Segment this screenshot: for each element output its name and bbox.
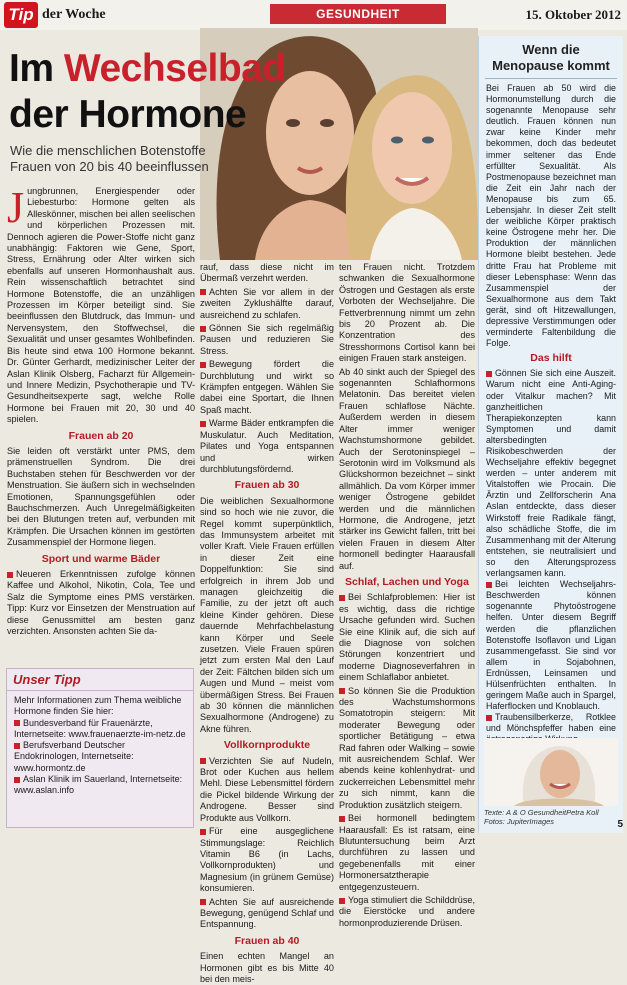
bullet-item [339, 895, 475, 929]
bullet-text: Achten Sie vor allem in der zweiten Zyklushälfte darauf, ausreichend zu schlafen. [200, 286, 334, 320]
bullet-text: So können Sie die Produktion des Wachstumshormons Somatotropin steigern: Mit moderater Bewegung oder sportlicher Betätigung – etwa Rad fahren oder Walking – sowie mit ausreichendem Schlaf. Wer abends keine kohlenhydrat- und zuckerreichen Lebensmittel mehr zu sich nimmt, kann die Produktion zusätzlich steigern. [339, 685, 475, 810]
tip-logo: Tip [4, 2, 38, 28]
paragraph-ab-40-start: Einen echten Mangel an Hormonen gibt es bis Mitte 40 bei den meis- [200, 951, 334, 984]
column-1 [7, 183, 195, 666]
section-label: GESUNDHEIT [270, 4, 446, 24]
bullet-marker [339, 816, 345, 822]
bullet-text: Verzichten Sie auf Nudeln, Brot oder Kuchen aus hellem Mehl. Diese Lebensmittel fördern die Pickel bildende Wirkung der Androgene. Besser sind Produkte aus Vollkorn. [200, 755, 334, 823]
paragraph-pms: Sie leiden oft verstärkt unter PMS, dem prämenstruellen Syndrom. Die drei Buchstaben stehen für Beschwerden vor der Menstruation. Sie äußern sich in wechselnden Emotionen, Spannungsgefühlen oder Bauchschmerzen. Auch Unregelmäßigkeiten bei den Blutungen treten auf, verbunden mit Krämpfen. Die Ursachen können im gestörten Zusammenspiel der Hormone liegen. [7, 445, 195, 548]
paragraph-ab-30: Die weiblichen Sexualhormone sind so hoch wie nie zuvor, die Regel kommt superpünktlich, das Immunsystem arbeitet mit voller Kraft. Viele Frauen erfüllen in dieser Zeit eine Doppelfunktion: Sie sind erfolgreich in ihrem Job und managen gleichzeitig die Familie, zu der jetzt oft auch kleine Kinder gehören. Diese dauernde Mehrfachbelastung kann Körper und Seele zusetzen. Viele Frauen spüren jetzt zum ersten Mal den Lauf der Zeit: Fältchen bilden sich um Augen und Mund – meist vom übermäßigen Stress. Bei Frauen ab 30 können die männlichen Sexualhormone (Androgene) zu Akne führen. [200, 495, 334, 734]
sidebar-paragraph: Bei Frauen ab 50 wird die Hormonumstellung durch die sogenannte Menopause sehr deutlich. Frauen können nun zwar keine Kinder mehr bekommen, doch das bedeutet immer seltener das Ende erfüllter Sexualität. Als Postmenopause bezeichnet man die Zeit ein Jahr nach der Menopause bis zum 65. Lebensjahr. In dieser Zeit stellt der weibliche Körper praktisch keine Östrogene mehr her. Die Produktion der männlichen Hormone bleibt bestehen. Jede dritte Frau hat Probleme mit dieser Lebensphase: Wenn das Zusammenspiel der Sexualhormone aus dem Takt gerät, sind oft Hitzewallungen, depressive Verstimmungen oder verminderte Faltenbildung die Folge. [486, 83, 616, 349]
credit-photo: Fotos: JupiterImages [484, 817, 555, 826]
headline-part2: der Hormone [9, 93, 247, 136]
bullet-text: Für eine ausgeglichene Stimmungslage: Reichlich Vitamin B6 (in Lachs, Vollkornprodukten) und Magnesium (in grünem Gemüse) konsumieren. [200, 826, 334, 894]
intro-paragraph [7, 183, 195, 426]
sidebar-title: Wenn die Menopause kommt [485, 36, 617, 79]
bullet-text: Bewegung fördert die Durchblutung und wirkt so Krämpfen entgegen. Wählen Sie dabei eine Sportart, die Ihnen Spaß macht. [200, 359, 334, 415]
bullet-item [200, 323, 334, 357]
bullet-marker [14, 743, 20, 749]
paragraph-genussmittel [7, 569, 195, 637]
bullet-marker [200, 362, 206, 368]
tip-item-text: Berufsverband Deutscher Endokrinologen, Internetseite: www.hormontz.de [14, 740, 134, 773]
tip-intro: Mehr Informationen zum Thema weibliche Hormone finden Sie hier: [14, 695, 182, 717]
tip-item-text: Aslan Klinik im Sauerland, Internetseite: www.aslan.info [14, 774, 183, 796]
tip-item [14, 740, 186, 774]
bullet-item [339, 592, 475, 683]
bullet-marker [486, 371, 492, 377]
bullet-item [200, 359, 334, 416]
sidebar-menopause [478, 36, 623, 833]
issue-date: 15. Oktober 2012 [525, 7, 621, 22]
page-number: 5 [617, 819, 623, 830]
bullet-marker [200, 829, 206, 835]
headline-highlight: Wechselbad [63, 47, 286, 90]
bullet-marker [200, 421, 206, 427]
bullet-text: Gönnen Sie sich regelmäßig Pausen und reduzieren Sie Stress. [200, 323, 334, 356]
bullet-item [200, 897, 334, 931]
paragraph-melatonin: Ab 40 sinkt auch der Spiegel des sogenannten Schlafhormons Melatonin. Das bereitet vielen Frauen schlaflose Nächte. Außerdem werden in diesem Alter immer weniger Wachstumshormone gebildet. Auch der Serotoninspiegel – Serotonin wird im Volksmund als Glückshormon bezeichnet – sinkt allmählich. Da vom Körper immer weniger Östrogene gebildet werden und die männlichen Hormone, die Androgene, jetzt stärker ins Gewicht fallen, tritt bei vielen Frauen in diesem Alter hormonell bedingter Haarausfall auf. [339, 366, 475, 571]
paragraph-genussmittel-text: Neueren Erkenntnissen zufolge können Kaffee und Alkohol, Nikotin, Cola, Tee und Salz die Symptome eines PMS verstärken. Tipp: Kurz vor Einsetzen der Menstruation auf diese Genussmittel am besten ganz verzichten. Ansonsten achten Sie da- [7, 569, 195, 637]
bullet-text: Bei hormonell bedingtem Haarausfall: Es ist ratsam, eine Blutuntersuchung beim Arzt durchführen zu lassen und gegebenenfalls mit einer Hormonersatztherapie entgegenzusteuern. [339, 813, 475, 892]
bullet-marker [200, 899, 206, 905]
tip-item [14, 774, 186, 797]
bullet-text: Bei leichten Wechseljahrs-Beschwerden können sogenannte Phytoöstrogene helfen. Unter diesem Begriff werden die pflanzlichen Botenstoffe Isoflavon und Ligan zusammengefasst. Sie sind vor allem in Sojabohnen, Erdnüssen, Leinsamen und Hülsenfrüchten enthalten. In geringem Maße auch in Spargel, Haferflocken und Knoblauch. [486, 579, 616, 712]
bullet-text: Bei Schlafproblemen: Hier ist es wichtig, dass die richtige Ursache gefunden wird. Suchen Sie eine Klinik auf, die sich auf die Diagnose von solchen Störungen konzentriert und moderne Diagnoseverfahren in einem Schlaflabor anbietet. [339, 592, 475, 683]
subtitle: Wie die menschlichen Botenstoffe Frauen von 20 bis 40 beeinflussen [10, 143, 209, 174]
bullet-text: Warme Bäder entkrampfen die Muskulatur. Auch Meditation, Pilates und Yoga entspannen und wirken durchblutungsfördernd. [200, 418, 334, 474]
paragraph-ab-40: ten Frauen nicht. Trotzdem schwanken die Sexualhormone Östrogen und Gestagen als erste Vorboten der Wechseljahre. Die Fettverbrennung nimmt um zehn bis 20 Prozent ab. Die Konzentration des Stresshormons Cortisol kann bei einigen Frauen stark ansteigen. [339, 262, 475, 364]
heading-schlaf-yoga: Schlaf, Lachen und Yoga [345, 575, 469, 588]
tip-title: Unser Tipp [7, 669, 193, 691]
bullet-marker [200, 758, 206, 764]
bullet-text: Gönnen Sie sich eine Auszeit. Warum nicht eine Anti-Aging-oder Vitalkur machen? Mit ganzheitlichen Therapiekonzepten kann Symptomen und damit altersbedingten Risikobeschwerden der Wechseljahre effektiv begegnet werden – unter anderem mit Vitalstoffen wie Procain. Die Ärztin und Zellforscherin Ana Aslan entdeckte, dass dieser Wirkstoff freie Radikale fängt, also schädliche Stoffe, die im Zusammenhang mit der Alterung entstehen, sie neutralisiert und so den Alterungsprozess verlangsamen kann. [486, 368, 616, 579]
bullet-text: Achten Sie auf ausreichende Bewegung, genügend Schlaf und Entspannung. [200, 896, 334, 930]
intro-text: ungbrunnen, Energiespender oder Liebesturbo: Hormone gelten als Alleskönner, mischen bei allen seelischen und körperlichen Prozessen mit. Dennoch agieren die Power-Stoffe nicht ganz unabhängig: Faktoren wie Gene, Sport, Stress, Ernährung oder Alter wirken sich ebenfalls auf unseren Hormonhaushalt aus. Rein wissenschaftlich betrachtet sind Hormone Botenstoffe, die an unzähligen Prozessen im Körper beteiligt sind. Sie beeinflussen den Blutdruck, das Immun- und Nervensystem, den Stoffwechsel, die Sexualität und unser gesamtes Wohlbefinden. Bis heute sind etwa 100 Hormone bekannt. Dr. Günter Gerhardt, medizinischer Leiter der Aslan Klinik Olsberg, Facharzt für Allgemein- und Innere Medizin, Psychotherapie und TV-Gesundheitsexperte sagt, welche Rolle Hormone bei Frauen mit 20, 30 und 40 spielen. [7, 186, 195, 425]
bullet-marker [200, 289, 206, 295]
headline-part1: Im [9, 47, 64, 90]
heading-das-hilft: Das hilft [530, 352, 572, 365]
bullet-item [486, 368, 616, 579]
bullet-marker [7, 572, 13, 578]
bullet-item [339, 813, 475, 893]
heading-frauen-ab-20: Frauen ab 20 [68, 429, 134, 442]
heading-frauen-ab-40: Frauen ab 40 [234, 934, 300, 947]
tip-item-text: Bundesverband für Frauenärzte, Internetseite: www.frauenaerzte-im-netz.de [14, 717, 186, 739]
bullet-item [200, 287, 334, 321]
bullet-item [200, 826, 334, 894]
bullet-marker [486, 582, 492, 588]
sidebar-photo [484, 738, 618, 806]
heading-sport-baeder: Sport und warme Bäder [41, 552, 161, 565]
bullet-marker [200, 326, 206, 332]
bullet-item [486, 579, 616, 712]
heading-frauen-ab-30: Frauen ab 30 [234, 479, 300, 492]
bullet-marker [14, 777, 20, 783]
paragraph-continued: rauf, dass diese nicht im Übermaß verzehrt werden. [200, 262, 334, 284]
bullet-marker [339, 595, 345, 601]
column-3 [339, 262, 475, 928]
masthead [0, 0, 627, 30]
bullet-marker [14, 720, 20, 726]
bullet-text: Yoga stimuliert die Schilddrüse, die Eierstöcke und andere hormonproduzierende Drüsen. [339, 894, 475, 928]
headline [9, 46, 286, 138]
bullet-marker [486, 715, 492, 721]
magazine-name: der Woche [42, 7, 106, 22]
column-2 [200, 262, 334, 984]
bullet-marker [339, 898, 345, 904]
credit-text: Texte: A & O GesundheitPetra Koll [484, 808, 599, 817]
tip-body [7, 691, 193, 801]
bullet-text: Traubensilberkerze, Rotklee und Mönchspfeffer haben eine [486, 712, 616, 734]
tip-box [6, 668, 194, 828]
bullet-item [339, 686, 475, 811]
tip-item [14, 718, 186, 741]
bullet-item [200, 418, 334, 475]
drop-cap: J [7, 183, 25, 232]
photo-credits [484, 808, 624, 826]
heading-vollkorn: Vollkornprodukte [223, 739, 311, 752]
bullet-marker [339, 688, 345, 694]
sidebar-body [479, 83, 623, 773]
bullet-item [200, 756, 334, 824]
